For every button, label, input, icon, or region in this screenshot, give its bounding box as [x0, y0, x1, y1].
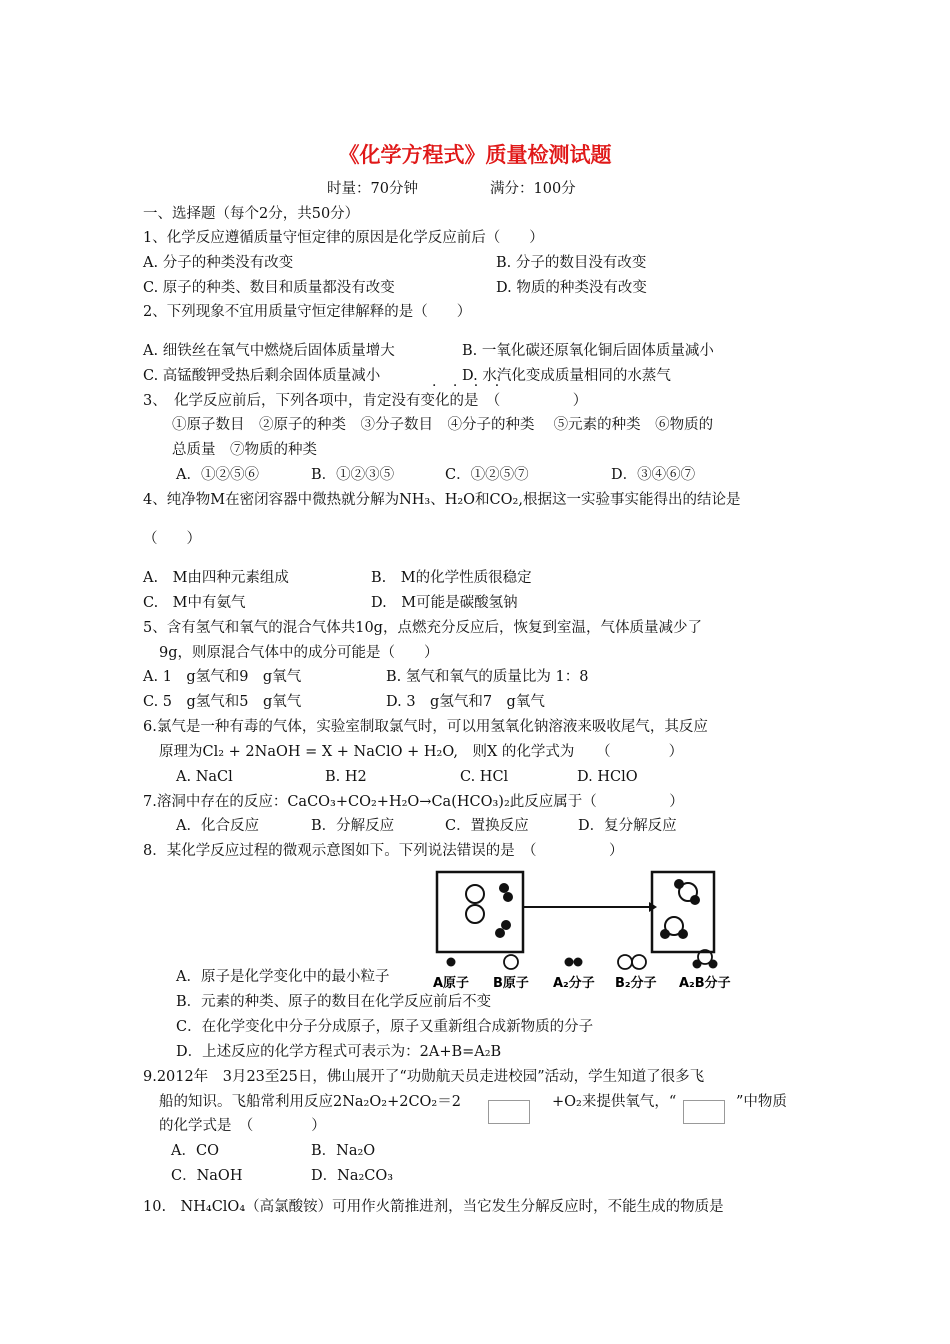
q8-option-d: D．上述反应的化学方程式可表示为：2A+B=A₂B [176, 1044, 502, 1060]
q5-option-b: B. 氢气和氧气的质量比为 1：8 [386, 669, 589, 685]
legend-a2b-molecule-icon [709, 960, 718, 969]
q8-option-b: B．元素的种类、原子的数目在化学反应前后不变 [176, 994, 492, 1010]
q7-stem: 7.溶洞中存在的反应：CaCO₃+CO₂+H₂O→Ca(HCO₃)₂此反应属于（ ） [143, 794, 684, 810]
legend-label-a2b-molecule: A₂B分子 [679, 976, 731, 991]
q5-option-c: C. 5 g氢气和5 g氧气 [143, 694, 302, 710]
legend-label-b2-molecule: B₂分子 [615, 976, 657, 991]
q2-option-b: B. 一氧化碳还原氧化铜后固体质量减小 [462, 343, 714, 359]
a-atom [501, 920, 511, 930]
q9-stem-line2a: 船的知识。飞船常利用反应2Na₂O₂+2CO₂＝2 [159, 1094, 461, 1110]
q9-option-a: A．CO [171, 1143, 219, 1159]
legend-label-a-atom: A原子 [433, 976, 470, 991]
q3-option-d: D．③④⑥⑦ [611, 467, 696, 483]
section-heading: 一、选择题（每个2分，共50分） [143, 206, 360, 222]
a-atom [503, 892, 513, 902]
a-atom [495, 928, 505, 938]
q1-option-d: D. 物质的种类没有改变 [496, 280, 647, 296]
q5-stem-line1: 5、含有氢气和氧气的混合气体共10g，点燃充分反应后，恢复到室温，气体质量减少了 [143, 620, 702, 636]
a-atom [660, 929, 670, 939]
q4-stem: 4、纯净物M在密闭容器中微热就分解为NH₃、H₂O和CO₂,根据这一实验事实能得出的结论是 [143, 492, 741, 508]
exam-time: 时量：70分钟 [327, 181, 418, 197]
a-atom [674, 879, 684, 889]
q4-option-a: A. M由四种元素组成 [143, 570, 289, 586]
legend-label-a2-molecule: A₂分子 [553, 976, 595, 991]
q7-option-c: C．置换反应 [445, 818, 529, 834]
q8-option-c: C．在化学变化中分子分成原子，原子又重新组合成新物质的分子 [176, 1019, 594, 1035]
legend-a2b-molecule-icon [693, 960, 702, 969]
q9-option-d: D．Na₂CO₃ [311, 1168, 394, 1184]
q9-stem-line1: 9.2012年 3月23至25日，佛山展开了“功勋航天员走进校园”活动，学生知道了很多飞 [143, 1069, 705, 1085]
q7-option-b: B．分解反应 [311, 818, 395, 834]
q9-answer-blank-1 [488, 1100, 530, 1124]
q2-option-c: C. 高锰酸钾受热后剩余固体质量减小 [143, 368, 381, 384]
q9-stem-line2c: ”中物质 [736, 1094, 787, 1110]
q8-option-a: A．原子是化学变化中的最小粒子 [176, 969, 390, 985]
exam-score: 满分：100分 [490, 181, 576, 197]
legend-label-b-atom: B原子 [493, 976, 529, 991]
legend-a-atom-icon [447, 958, 456, 967]
a-atom [499, 883, 509, 893]
legend-b2-molecule-icon [618, 955, 632, 969]
b-atom [466, 885, 484, 903]
a-atom [678, 929, 688, 939]
q9-answer-blank-2 [683, 1100, 725, 1124]
page-title: 《化学方程式》质量检测试题 [338, 142, 612, 167]
q4-option-d: D. M可能是碳酸氢钠 [371, 595, 518, 611]
q3-option-a: A．①②⑤⑥ [176, 467, 259, 483]
legend-a2-molecule-icon [565, 958, 574, 967]
q10-stem: 10. NH₄ClO₄（高氯酸铵）可用作火箭推进剂，当它发生分解反应时，不能生成的物质是 [143, 1199, 724, 1215]
legend-b-atom-icon [504, 955, 518, 969]
q4-paren: （ ） [143, 531, 201, 547]
q3-stem: 3、 化学反应前后，下列各项中，肯定没有变化的是 （ ） [143, 393, 588, 409]
q1-option-c: C. 原子的种类、数目和质量都没有改变 [143, 280, 395, 296]
q1-option-a: A. 分子的种类没有改变 [143, 255, 294, 271]
q6-option-a: A. NaCl [176, 769, 233, 785]
q6-option-d: D. HClO [577, 769, 638, 785]
q5-option-a: A. 1 g氢气和9 g氧气 [143, 669, 302, 685]
q6-option-c: C. HCl [460, 769, 509, 785]
q9-stem-line2b: +O₂来提供氧气，“ [552, 1094, 677, 1110]
q9-stem-line3: 的化学式是 （ ） [159, 1118, 326, 1134]
q3-option-b: B．①②③⑤ [311, 467, 395, 483]
q6-stem-line1: 6.氯气是一种有毒的气体，实验室制取氯气时，可以用氢氧化钠溶液来吸收尾气，其反应 [143, 719, 708, 735]
a-atom [690, 895, 700, 905]
q2-emphasis-dots: · · · · [432, 378, 506, 394]
q5-option-d: D. 3 g氢气和7 g氧气 [386, 694, 545, 710]
q2-option-d: D. 水汽化变成质量相同的水蒸气 [462, 368, 671, 384]
q3-items-line2: 总质量 ⑦物质的种类 [172, 442, 317, 458]
q7-option-d: D．复分解反应 [578, 818, 677, 834]
q6-stem-line2: 原理为Cl₂ + 2NaOH = X + NaClO + H₂O, 则X 的化学式为 （ ） [159, 744, 684, 760]
q2-stem: 2、下列现象不宜用质量守恒定律解释的是（ ） [143, 304, 472, 320]
q5-stem-line2: 9g，则原混合气体中的成分可能是（ ） [159, 645, 439, 661]
q1-option-b: B. 分子的数目没有改变 [496, 255, 647, 271]
q4-option-c: C. M中有氨气 [143, 595, 246, 611]
legend-b2-molecule-icon [632, 955, 646, 969]
q3-items-line1: ①原子数目 ②原子的种类 ③分子数目 ④分子的种类 ⑤元素的种类 ⑥物质的 [172, 417, 714, 433]
q4-option-b: B. M的化学性质很稳定 [371, 570, 532, 586]
before-box [437, 872, 523, 952]
reaction-diagram [425, 862, 745, 997]
q7-option-a: A．化合反应 [176, 818, 259, 834]
q3-option-c: C．①②⑤⑦ [445, 467, 529, 483]
q9-option-c: C．NaOH [171, 1168, 243, 1184]
q1-stem: 1、化学反应遵循质量守恒定律的原因是化学反应前后（ ） [143, 230, 544, 246]
q8-stem: 8．某化学反应过程的微观示意图如下。下列说法错误的是 （ ） [143, 843, 624, 859]
q6-option-b: B. H2 [325, 769, 367, 785]
b-atom [466, 905, 484, 923]
legend-a2-molecule-icon [574, 958, 583, 967]
q9-option-b: B．Na₂O [311, 1143, 376, 1159]
q2-option-a: A. 细铁丝在氧气中燃烧后固体质量增大 [143, 343, 395, 359]
